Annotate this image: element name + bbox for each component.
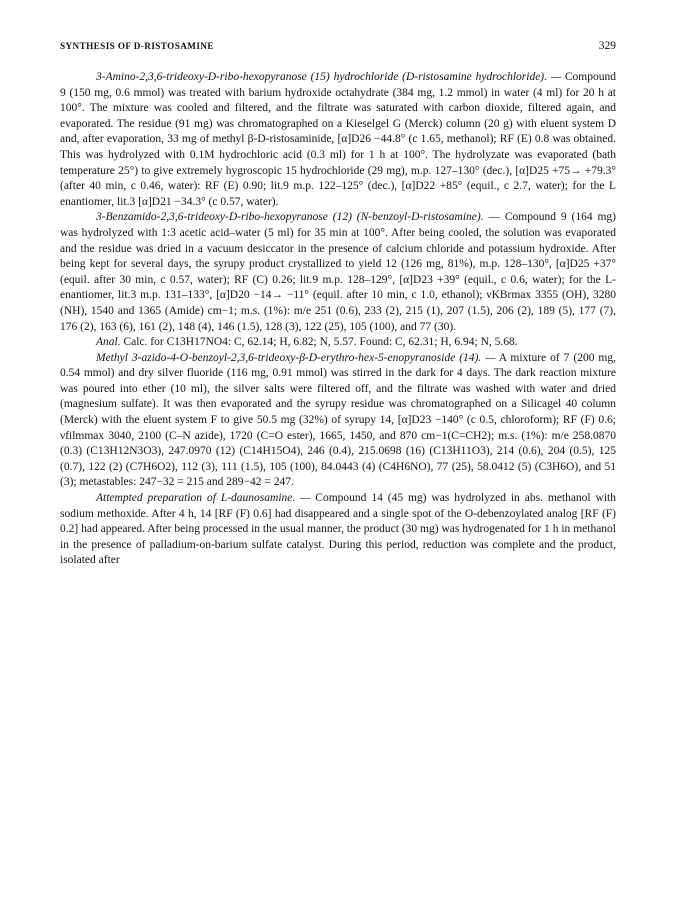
paragraph-title: Attempted preparation of L-daunosamine. — — [96, 492, 311, 505]
page-header — [60, 41, 616, 55]
running-head: SYNTHESIS OF D-RISTOSAMINE — [60, 41, 214, 51]
paragraph-title: Methyl 3-azido-4-O-benzoyl-2,3,6-trideoxy-β-D-erythro-hex-5-enopyranoside (14). — — [96, 351, 496, 364]
paragraph-ristosamine-hydrochloride — [60, 70, 616, 210]
paragraph-text: Compound 9 (150 mg, 0.6 mmol) was treated with barium hydroxide octahydrate (384 mg, 1.2 mmol) in water (4 ml) for 20 h at 100°. The mixture was cooled and filtered, and the filtrate was saturated with carbon dioxide, filtered again, and evaporated. The residue (91 mg) was chromatographed on a Kieselgel G (Merck) column (20 g) with eluent system D and, after evaporation, 33 mg of methyl β-D-ristosaminide, [α]D26 −44.8° (c 1.65, methanol); RF (E) 0.8 was obtained. This was hydrolyzed with 0.1M hydrochloric acid (0.3 ml) for 1 h at 100°. The hydrolyzate was evaporated (bath temperature 25°) to give extremely hygroscopic 15 hydrochloride (29 mg), m.p. 127–130° (dec.), [α]D25 +75→ +79.3° (after 40 min, c 0.46, water): RF (E) 0.90; lit.9 m.p. 122–125° (dec.), [α]D22 +85° (equil., c 2.7, water); for the L enantiomer, lit.3 [α]D21 −34.3° (c 0.57, water). — [60, 71, 616, 208]
paragraph-n-benzoyl-ristosamine — [60, 210, 616, 335]
page-number: 329 — [598, 40, 616, 52]
paragraph-title: Anal. — [96, 336, 121, 349]
paragraph-analysis — [60, 335, 616, 351]
paragraph-azido-enopyranoside — [60, 351, 616, 491]
paragraph-text: Calc. for C13H17NO4: C, 62.14; H, 6.82; N, 5.57. Found: C, 62.31; H, 6.94; N, 5.68. — [120, 336, 518, 349]
paragraph-text: — Compound 9 (164 mg) was hydrolyzed with 1:3 acetic acid–water (5 ml) for 35 min at 100°. After being cooled, the solution was evaporated and the residue was dried in a vacuum desiccator in the presence of calcium chloride and potassium hydroxide. After being kept for several days, the syrupy product crystallized to yield 12 (126 mg, 81%), m.p. 128–130°, [α]D25 +37° (equil. after 30 min, c 0.57, water); RF (C) 0.26; lit.9 m.p. 128–129°, [α]D23 +39° (equil., c 0.6, water); for the L-enantiomer, lit.3 m.p. 131–133°, [α]D20 −14→ −11° (equil. after 10 min, c 1.0, ethanol); νKBrmax 3355 (OH), 3280 (NH), 1540 and 1365 (Amide) cm−1; m.s. (1%): m/e 251 (0.6), 233 (2), 215 (1), 207 (1.5), 206 (2), 189 (5), 177 (7), 176 (2), 163 (6), 161 (2), 148 (4), 146 (1.5), 128 (3), 122 (25), 105 (100), and 77 (30). — [60, 211, 616, 333]
paragraph-title: 3-Amino-2,3,6-trideoxy-D-ribo-hexopyranose (15) hydrochloride (D-ristosamine hydrochloride). — — [96, 71, 562, 83]
paragraph-text: Compound 14 (45 mg) was hydrolyzed in abs. methanol with sodium methoxide. After 4 h, 14 [RF (F) 0.6] had disappeared and a single spot of the O-debenzoylated analog [RF (F) 0.2] had appeared. After being processed in the usual manner, the product (30 mg) was hydrogenated for 1 h in methanol in the presence of palladium-on-barium sulfate catalyst. During this period, reduction was complete and the product, isolated after — [60, 492, 616, 567]
paragraph-title: 3-Benzamido-2,3,6-trideoxy-D-ribo-hexopyranose (12) (N-benzoyl-D-ristosamine). — [96, 211, 484, 224]
paragraph-daunosamine-attempt — [60, 491, 616, 569]
paragraph-text: A mixture of 7 (200 mg, 0.54 mmol) and dry silver fluoride (116 mg, 0.91 mmol) was stirred in the dark for 4 days. The dark reaction mixture was poured into ether (10 ml), the silver salts were filtered off, and the filtrate was washed with water and dried (magnesium sulfate). It was then evaporated and the syrupy residue was chromatographed on a Silicagel 40 column (Merck) with the eluent system F to give 50.5 mg (32%) of syrupy 14, [α]D23 −140° (c 0.5, chloroform); RF (F) 0.6; νfilmmax 3040, 2100 (C–N azide), 1720 (C=O ester), 1665, 1450, and 870 cm−1(C=CH2); m.s. (1%): m/e 258.0870 (0.3) (C13H12N3O3), 247.0970 (12) (C14H15O4), 246 (0.4), 215.0698 (16) (C13H11O3), 214 (0.6), 204 (0.5), 125 (0.7), 122 (2) (C7H6O2), 112 (3), 111 (1.5), 105 (100), 84.0443 (4) (C4H6NO), 77 (25), 58.0412 (5) (C3H6O), and 51 (3); metastables: 247−32 = 215 and 289−42 = 247. — [60, 351, 616, 489]
article-body — [60, 70, 616, 569]
